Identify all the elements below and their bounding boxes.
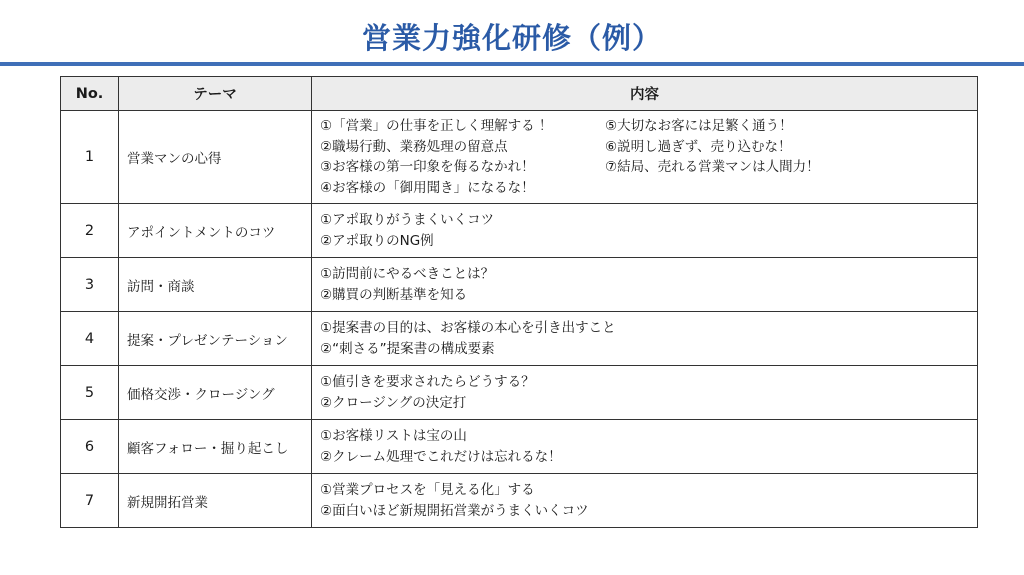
content-line: ②“刺さる”提案書の構成要素	[320, 340, 495, 357]
content-line: ②クレーム処理でこれだけは忘れるな！	[320, 448, 562, 465]
content-line: ⑤大切なお客には足繁く通う！	[605, 118, 793, 134]
row-number: 6	[61, 420, 119, 474]
row-theme: 新規開拓営業	[119, 474, 312, 528]
training-table	[60, 76, 978, 528]
header-no: No.	[61, 77, 119, 111]
row-number: 4	[61, 312, 119, 366]
row-theme: 価格交渉・クロージング	[119, 366, 312, 420]
row-content	[312, 312, 978, 366]
row-number: 5	[61, 366, 119, 420]
table-row	[61, 420, 978, 474]
content-column-left	[320, 116, 605, 198]
table-row	[61, 366, 978, 420]
header-content: 内容	[312, 77, 978, 111]
table-row	[61, 312, 978, 366]
row-theme: 提案・プレゼンテーション	[119, 312, 312, 366]
row-theme: 訪問・商談	[119, 258, 312, 312]
row-content	[312, 111, 978, 204]
content-line: ②職場行動、業務処理の留意点	[320, 138, 508, 155]
content-line: ②面白いほど新規開拓営業がうまくいくコツ	[320, 502, 589, 519]
content-line: ①「営業」の仕事を正しく理解する ！	[320, 118, 553, 134]
row-number: 2	[61, 204, 119, 258]
table-row	[61, 474, 978, 528]
row-content	[312, 420, 978, 474]
header-theme: テーマ	[119, 77, 312, 111]
row-theme: 営業マンの心得	[119, 111, 312, 204]
table-row	[61, 111, 978, 204]
page-title: 営業力強化研修（例）	[361, 21, 662, 55]
content-line: ④お客様の「御用聞き」になるな！	[320, 179, 535, 196]
content-line: ①値引きを要求されたらどうする？	[320, 374, 535, 390]
content-line: ①お客様リストは宝の山	[320, 428, 467, 444]
content-line: ②購買の判断基準を知る	[320, 286, 468, 303]
row-content	[312, 258, 978, 312]
row-content	[312, 204, 978, 258]
title-underline	[0, 62, 1024, 66]
content-line: ⑥説明し過ぎず、売り込むな！	[605, 138, 792, 155]
table-row	[61, 258, 978, 312]
content-line: ①訪問前にやるべきことは？	[320, 266, 495, 282]
row-content	[312, 474, 978, 528]
content-line: ③お客様の第一印象を侮るなかれ！	[320, 159, 535, 175]
content-line: ①営業プロセスを「見える化」する	[320, 482, 535, 498]
content-line: ①アポ取りがうまくいくコツ	[320, 212, 495, 228]
row-number: 3	[61, 258, 119, 312]
content-line: ②クロージングの決定打	[320, 394, 467, 411]
row-number: 7	[61, 474, 119, 528]
content-line: ②アポ取りのNG例	[320, 232, 434, 249]
row-theme: アポイントメントのコツ	[119, 204, 312, 258]
content-column-right	[605, 116, 969, 198]
header-row	[61, 77, 978, 111]
row-number: 1	[61, 111, 119, 204]
table-row	[61, 204, 978, 258]
content-line: ①提案書の目的は、お客様の本心を引き出すこと	[320, 320, 616, 336]
content-line: ⑦結局、売れる営業マンは人間力！	[605, 159, 820, 175]
row-theme: 顧客フォロー・掘り起こし	[119, 420, 312, 474]
row-content	[312, 366, 978, 420]
